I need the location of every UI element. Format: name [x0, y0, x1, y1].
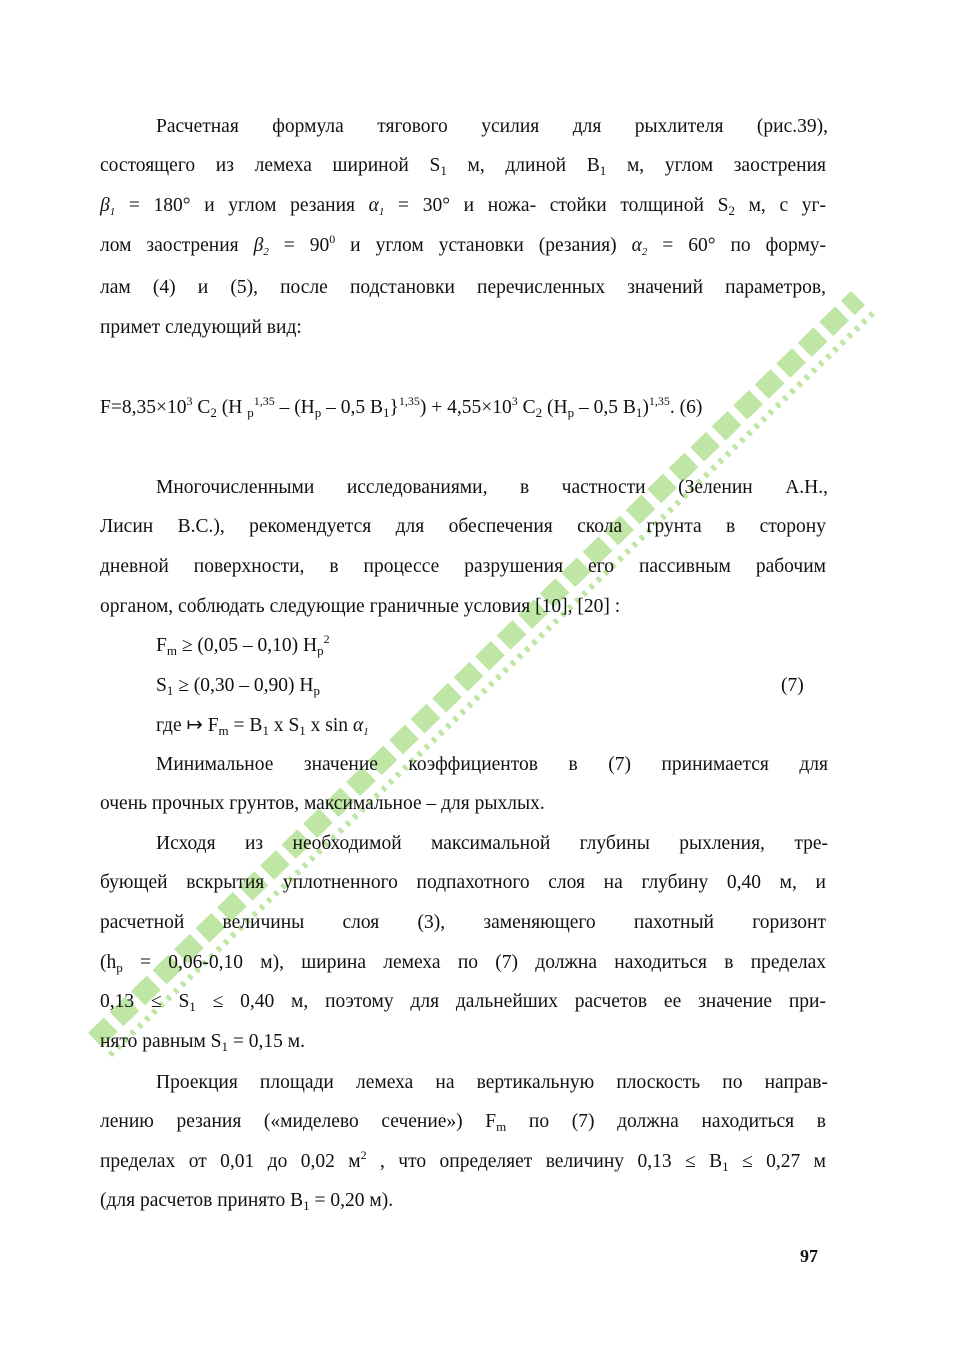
paragraph-5-line-4: (для расчетов принято $B_1 = 0,20$ м).	[100, 1190, 394, 1213]
paragraph-2-line-4: органом, соблюдать следующие граничные условия [10], [20] :	[100, 596, 621, 617]
paragraph-1-line-2: состоящего из лемеха шириной $S_1$ м, длиной $B_1$ м, углом заострения	[100, 155, 826, 178]
paragraph-1-line-5: лам (4) и (5), после подстановки перечисленных значений параметров,	[100, 277, 826, 298]
page-number: 97	[800, 1246, 818, 1266]
condition-definition: где ↦ $F_m = B_1$ x $S_1$ x $\sin \alpha_1$	[156, 715, 369, 738]
paragraph-1-line-4: лом заострения $\beta_2 = 90^0$ и углом установки (резания) $\alpha_2 = 60^\circ$ по форму-	[100, 232, 827, 258]
paragraph-1-line-6: примет следующий вид:	[100, 317, 302, 338]
paragraph-5-line-3: пределах от 0,01 до 0,02 $м^2$ , что определяет величину $0,13 \le B_1 \le 0,27$ м	[100, 1148, 826, 1174]
paragraph-5-line-1: Проекция площади лемеха на вертикальную плоскость по направ-	[156, 1072, 828, 1093]
paragraph-3-line-2: очень прочных грунтов, максимальное – для рыхлых.	[100, 793, 545, 814]
paragraph-2-line-3: дневной поверхности, в процессе разрушения его пассивным рабочим	[100, 556, 826, 577]
paragraph-4-line-5: $0,13 \le S_1 \le 0,40$ м, поэтому для дальнейших расчетов ее значение при-	[100, 991, 826, 1014]
paragraph-1-line-3: $\beta_1 = 180^\circ$ и углом резания $\alpha_1 = 30^\circ$ и ножа- стойки толщиной $S_2$ м, с уг-	[100, 195, 826, 218]
condition-fm: $F_m \ge (0,05 - 0,10)$ $H_p^2$	[156, 632, 330, 658]
formula-6: $F=8,35\times 10^3$ $C_2$ (H $_p^{1,35} - (H_p - 0,5$ $B_1\}^{1,35}) + 4,55\times 10^3$ $C_2$ ($H_p - 0,5$ $B_1)^{1,35}$. (6)	[100, 394, 703, 420]
equation-number-7: (7)	[781, 675, 804, 696]
paragraph-4-line-6: нято равным $S_1 = 0,15$ м.	[100, 1031, 305, 1054]
paragraph-1-line-1: Расчетная формула тягового усилия для рыхлителя (рис.39),	[156, 116, 828, 137]
paragraph-4-line-2: бующей вскрытия уплотненного подпахотного слоя на глубину 0,40 м, и	[100, 872, 826, 893]
paragraph-3-line-1: Минимальное значение коэффициентов в (7) принимается для	[156, 754, 828, 775]
condition-s1: $S_1 \ge (0,30 - 0,90)$ $H_p$	[156, 675, 321, 698]
paragraph-4-line-1: Исходя из необходимой максимальной глубины рыхления, тре-	[156, 833, 828, 854]
paragraph-4-line-4: ($h_p = 0,06-0,10$ м), ширина лемеха по (7) должна находиться в пределах	[100, 952, 826, 975]
paragraph-4-line-3: расчетной величины слоя (3), заменяющего пахотный горизонт	[100, 912, 826, 933]
paragraph-5-line-2: лению резания («миделево сечение») $F_m$ по (7) должна находиться в	[100, 1111, 826, 1134]
paragraph-2-line-2: Лисин В.С.), рекомендуется для обеспечения скола грунта в сторону	[100, 516, 826, 537]
paragraph-2-line-1: Многочисленными исследованиями, в частности (Зеленин А.Н.,	[156, 477, 828, 498]
